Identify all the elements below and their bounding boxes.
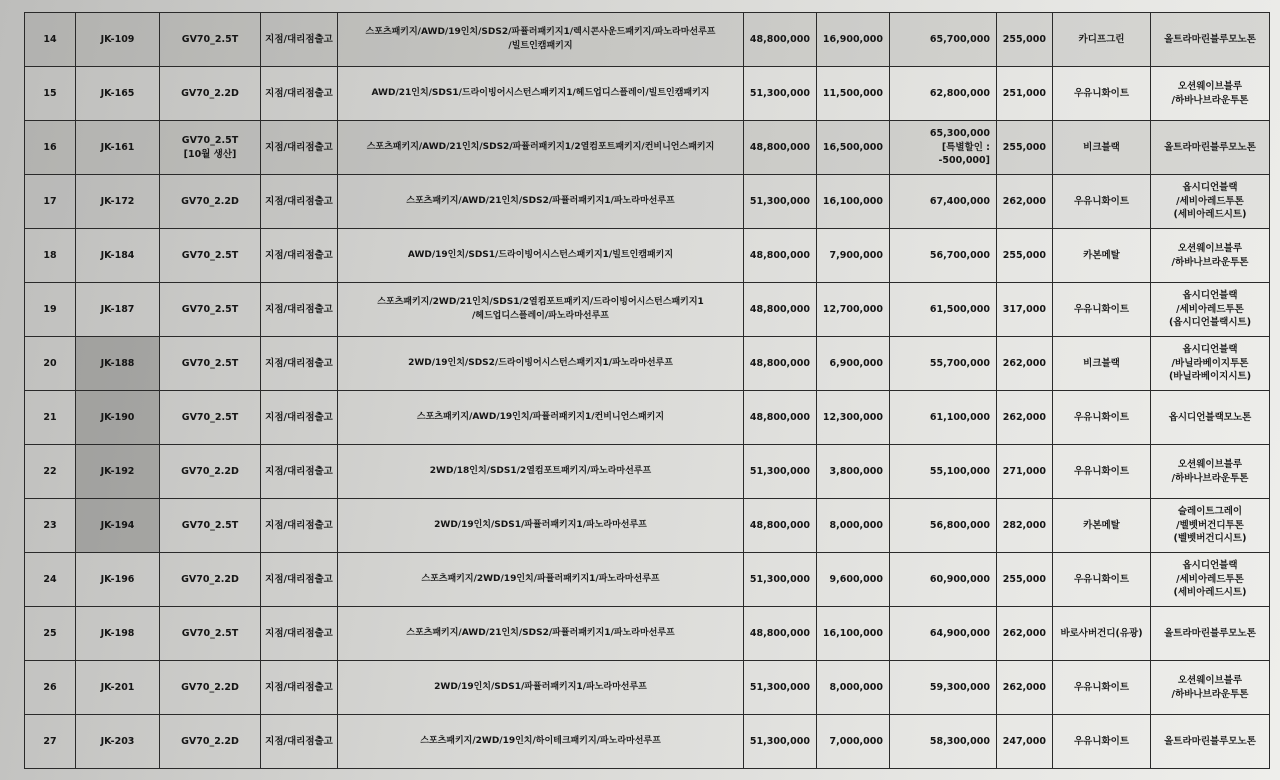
interior-color-line: /바닐라베이지투톤 bbox=[1171, 357, 1249, 369]
delivery-fee-cell: 262,000 bbox=[997, 337, 1053, 391]
exterior-color-cell: 우유니화이트 bbox=[1053, 391, 1151, 445]
interior-color-line: /세비아레드투톤 bbox=[1176, 195, 1244, 207]
model-cell bbox=[160, 175, 261, 229]
model-cell bbox=[160, 499, 261, 553]
model-cell bbox=[160, 607, 261, 661]
total-price-cell bbox=[890, 283, 997, 337]
total-price-line: 65,700,000 bbox=[929, 33, 990, 45]
exterior-color-cell: 우유니화이트 bbox=[1053, 175, 1151, 229]
total-price-cell bbox=[890, 715, 997, 769]
row-number-cell: 22 bbox=[25, 445, 76, 499]
interior-color-line: (세비아레드시트) bbox=[1173, 209, 1247, 221]
delivery-fee-cell: 255,000 bbox=[997, 121, 1053, 175]
interior-color-line: 올트라마린블루모노톤 bbox=[1164, 33, 1256, 45]
interior-color-line: /벨벳버건디투톤 bbox=[1176, 519, 1244, 531]
delivery-location-cell: 지점/대리점출고 bbox=[261, 715, 338, 769]
interior-color-line: 슬레이트그레이 bbox=[1177, 505, 1243, 517]
options-line: /헤드업디스플레이/파노라마선루프 bbox=[472, 310, 609, 321]
table-row bbox=[25, 553, 1270, 607]
vehicle-code-cell: JK-187 bbox=[76, 283, 160, 337]
delivery-fee-cell: 262,000 bbox=[997, 607, 1053, 661]
total-price-line: 64,900,000 bbox=[929, 627, 990, 639]
options-cell bbox=[338, 445, 744, 499]
vehicle-code-cell: JK-190 bbox=[76, 391, 160, 445]
exterior-color-cell: 우유니화이트 bbox=[1053, 67, 1151, 121]
row-number-cell: 25 bbox=[25, 607, 76, 661]
model-cell bbox=[160, 553, 261, 607]
interior-color-cell bbox=[1151, 607, 1270, 661]
options-cell bbox=[338, 715, 744, 769]
options-cell bbox=[338, 13, 744, 67]
interior-color-line: 오션웨이브블루 bbox=[1177, 80, 1243, 92]
interior-color-line: 오션웨이브블루 bbox=[1177, 242, 1243, 254]
model-line: GV70_2.5T bbox=[181, 357, 239, 369]
options-line: 2WD/18인치/SDS1/2열컴포트패키지/파노라마선루프 bbox=[429, 465, 652, 476]
delivery-fee-cell: 262,000 bbox=[997, 175, 1053, 229]
total-price-cell bbox=[890, 445, 997, 499]
delivery-fee-cell: 317,000 bbox=[997, 283, 1053, 337]
options-cell bbox=[338, 553, 744, 607]
options-line: 스포츠패키지/2WD/19인치/하이테크패키지/파노라마선루프 bbox=[420, 735, 661, 746]
table-row bbox=[25, 229, 1270, 283]
option-price-cell: 12,700,000 bbox=[817, 283, 890, 337]
interior-color-line: /하바나브라운투톤 bbox=[1171, 94, 1249, 106]
total-price-cell bbox=[890, 229, 997, 283]
model-line: GV70_2.2D bbox=[181, 681, 239, 693]
base-price-cell: 48,800,000 bbox=[744, 121, 817, 175]
delivery-fee-cell: 282,000 bbox=[997, 499, 1053, 553]
interior-color-line: /하바나브라운투톤 bbox=[1171, 472, 1249, 484]
table-row bbox=[25, 715, 1270, 769]
vehicle-code-cell: JK-161 bbox=[76, 121, 160, 175]
option-price-cell: 9,600,000 bbox=[817, 553, 890, 607]
delivery-fee-cell: 251,000 bbox=[997, 67, 1053, 121]
base-price-cell: 48,800,000 bbox=[744, 283, 817, 337]
options-line: 스포츠패키지/AWD/19인치/SDS2/파퓰러패키지1/렉시콘사운드패키지/파노라마선루프 bbox=[365, 27, 716, 38]
delivery-location-cell: 지점/대리점출고 bbox=[261, 499, 338, 553]
model-cell bbox=[160, 715, 261, 769]
options-cell bbox=[338, 229, 744, 283]
model-line: GV70_2.2D bbox=[181, 87, 239, 99]
options-cell bbox=[338, 607, 744, 661]
vehicle-code-cell: JK-196 bbox=[76, 553, 160, 607]
exterior-color-cell: 우유니화이트 bbox=[1053, 715, 1151, 769]
options-line: 2WD/19인치/SDS2/드라이빙어시스턴스패키지1/파노라마선루프 bbox=[408, 357, 673, 368]
vehicle-code-cell: JK-203 bbox=[76, 715, 160, 769]
base-price-cell: 51,300,000 bbox=[744, 445, 817, 499]
options-line: AWD/21인치/SDS1/드라이빙어시스턴스패키지1/헤드업디스플레이/빌트인캠패키지 bbox=[371, 87, 710, 98]
options-line: 스포츠패키지/AWD/21인치/SDS2/파퓰러패키지1/파노라마선루프 bbox=[406, 195, 675, 206]
model-line: GV70_2.2D bbox=[181, 195, 239, 207]
total-price-cell bbox=[890, 607, 997, 661]
total-price-line: 56,800,000 bbox=[929, 519, 990, 531]
exterior-color-cell: 우유니화이트 bbox=[1053, 283, 1151, 337]
options-cell bbox=[338, 67, 744, 121]
interior-color-line: 오션웨이브블루 bbox=[1177, 674, 1243, 686]
interior-color-cell bbox=[1151, 391, 1270, 445]
delivery-fee-cell: 247,000 bbox=[997, 715, 1053, 769]
options-cell bbox=[338, 391, 744, 445]
row-number-cell: 24 bbox=[25, 553, 76, 607]
interior-color-cell bbox=[1151, 553, 1270, 607]
model-cell bbox=[160, 229, 261, 283]
option-price-cell: 16,100,000 bbox=[817, 607, 890, 661]
model-cell bbox=[160, 121, 261, 175]
model-cell bbox=[160, 67, 261, 121]
total-price-cell bbox=[890, 391, 997, 445]
interior-color-line: /세비아레드투톤 bbox=[1176, 573, 1244, 585]
interior-color-line: (바닐라베이지시트) bbox=[1168, 371, 1252, 383]
total-price-line: 58,300,000 bbox=[929, 735, 990, 747]
option-price-cell: 12,300,000 bbox=[817, 391, 890, 445]
model-cell bbox=[160, 391, 261, 445]
total-price-line: 60,900,000 bbox=[929, 573, 990, 585]
interior-color-cell bbox=[1151, 67, 1270, 121]
vehicle-code-cell: JK-194 bbox=[76, 499, 160, 553]
interior-color-cell bbox=[1151, 499, 1270, 553]
row-number-cell: 15 bbox=[25, 67, 76, 121]
interior-color-line: 올트라마린블루모노톤 bbox=[1164, 735, 1256, 747]
total-price-cell bbox=[890, 121, 997, 175]
row-number-cell: 17 bbox=[25, 175, 76, 229]
model-line: [10월 생산] bbox=[183, 148, 237, 160]
interior-color-line: /하바나브라운투톤 bbox=[1171, 688, 1249, 700]
options-cell bbox=[338, 283, 744, 337]
model-cell bbox=[160, 13, 261, 67]
interior-color-line: 올트라마린블루모노톤 bbox=[1164, 141, 1256, 153]
delivery-fee-cell: 271,000 bbox=[997, 445, 1053, 499]
interior-color-cell bbox=[1151, 175, 1270, 229]
exterior-color-cell: 바로사버건디(유광) bbox=[1053, 607, 1151, 661]
interior-color-line: (옵시디언블랙시트) bbox=[1168, 317, 1252, 329]
option-price-cell: 8,000,000 bbox=[817, 661, 890, 715]
model-line: GV70_2.5T bbox=[181, 134, 239, 146]
exterior-color-cell: 카본메탈 bbox=[1053, 499, 1151, 553]
total-price-cell bbox=[890, 13, 997, 67]
total-price-line: 65,300,000 bbox=[929, 127, 990, 139]
table-row bbox=[25, 337, 1270, 391]
table-row bbox=[25, 661, 1270, 715]
vehicle-code-cell: JK-198 bbox=[76, 607, 160, 661]
vehicle-code-cell: JK-201 bbox=[76, 661, 160, 715]
row-number-cell: 23 bbox=[25, 499, 76, 553]
table-row bbox=[25, 175, 1270, 229]
table-row bbox=[25, 13, 1270, 67]
model-line: GV70_2.2D bbox=[181, 735, 239, 747]
delivery-location-cell: 지점/대리점출고 bbox=[261, 229, 338, 283]
delivery-fee-cell: 255,000 bbox=[997, 229, 1053, 283]
vehicle-code-cell: JK-192 bbox=[76, 445, 160, 499]
options-line: 스포츠패키지/2WD/19인치/파퓰러패키지1/파노라마선루프 bbox=[421, 573, 660, 584]
model-cell bbox=[160, 283, 261, 337]
delivery-location-cell: 지점/대리점출고 bbox=[261, 121, 338, 175]
options-line: 스포츠패키지/AWD/21인치/SDS2/파퓰러패키지1/파노라마선루프 bbox=[406, 627, 675, 638]
options-line: AWD/19인치/SDS1/드라이빙어시스턴스패키지1/빌트인캠패키지 bbox=[407, 249, 674, 260]
delivery-location-cell: 지점/대리점출고 bbox=[261, 391, 338, 445]
exterior-color-cell: 우유니화이트 bbox=[1053, 445, 1151, 499]
base-price-cell: 51,300,000 bbox=[744, 661, 817, 715]
table-body bbox=[25, 13, 1270, 769]
interior-color-line: 옵시디언블랙 bbox=[1182, 289, 1238, 301]
interior-color-cell bbox=[1151, 283, 1270, 337]
exterior-color-cell: 비크블랙 bbox=[1053, 121, 1151, 175]
row-number-cell: 27 bbox=[25, 715, 76, 769]
interior-color-cell bbox=[1151, 13, 1270, 67]
base-price-cell: 48,800,000 bbox=[744, 13, 817, 67]
model-cell bbox=[160, 661, 261, 715]
total-price-line: 67,400,000 bbox=[929, 195, 990, 207]
interior-color-line: (세비아레드시트) bbox=[1173, 587, 1247, 599]
interior-color-cell bbox=[1151, 121, 1270, 175]
delivery-fee-cell: 255,000 bbox=[997, 13, 1053, 67]
exterior-color-cell: 카디프그린 bbox=[1053, 13, 1151, 67]
row-number-cell: 18 bbox=[25, 229, 76, 283]
delivery-fee-cell: 255,000 bbox=[997, 553, 1053, 607]
options-cell bbox=[338, 121, 744, 175]
option-price-cell: 7,900,000 bbox=[817, 229, 890, 283]
options-line: 스포츠패키지/AWD/21인치/SDS2/파퓰러패키지1/2열컴포트패키지/컨비니언스패키지 bbox=[366, 141, 715, 152]
interior-color-line: /하바나브라운투톤 bbox=[1171, 256, 1249, 268]
total-price-line: 56,700,000 bbox=[929, 249, 990, 261]
row-number-cell: 20 bbox=[25, 337, 76, 391]
delivery-location-cell: 지점/대리점출고 bbox=[261, 553, 338, 607]
total-price-line: 62,800,000 bbox=[929, 87, 990, 99]
options-line: 스포츠패키지/2WD/21인치/SDS1/2열컴포트패키지/드라이빙어시스턴스패키지1 bbox=[377, 297, 704, 308]
exterior-color-cell: 우유니화이트 bbox=[1053, 661, 1151, 715]
option-price-cell: 16,500,000 bbox=[817, 121, 890, 175]
table-row bbox=[25, 445, 1270, 499]
option-price-cell: 3,800,000 bbox=[817, 445, 890, 499]
delivery-location-cell: 지점/대리점출고 bbox=[261, 283, 338, 337]
interior-color-cell bbox=[1151, 337, 1270, 391]
base-price-cell: 48,800,000 bbox=[744, 229, 817, 283]
vehicle-code-cell: JK-188 bbox=[76, 337, 160, 391]
options-cell bbox=[338, 175, 744, 229]
delivery-location-cell: 지점/대리점출고 bbox=[261, 661, 338, 715]
exterior-color-cell: 비크블랙 bbox=[1053, 337, 1151, 391]
delivery-location-cell: 지점/대리점출고 bbox=[261, 67, 338, 121]
model-line: GV70_2.2D bbox=[181, 465, 239, 477]
total-price-cell bbox=[890, 661, 997, 715]
interior-color-line: 옵시디언블랙 bbox=[1182, 343, 1238, 355]
interior-color-line: 오션웨이브블루 bbox=[1177, 458, 1243, 470]
options-cell bbox=[338, 499, 744, 553]
interior-color-cell bbox=[1151, 715, 1270, 769]
model-cell bbox=[160, 337, 261, 391]
model-line: GV70_2.2D bbox=[181, 573, 239, 585]
table-row bbox=[25, 67, 1270, 121]
interior-color-cell bbox=[1151, 661, 1270, 715]
base-price-cell: 51,300,000 bbox=[744, 553, 817, 607]
table-row bbox=[25, 283, 1270, 337]
delivery-location-cell: 지점/대리점출고 bbox=[261, 13, 338, 67]
table-row bbox=[25, 121, 1270, 175]
vehicle-code-cell: JK-184 bbox=[76, 229, 160, 283]
options-line: 2WD/19인치/SDS1/파퓰러패키지1/파노라마선루프 bbox=[434, 681, 647, 692]
model-line: GV70_2.5T bbox=[181, 411, 239, 423]
delivery-location-cell: 지점/대리점출고 bbox=[261, 175, 338, 229]
total-price-line: 55,700,000 bbox=[929, 357, 990, 369]
row-number-cell: 16 bbox=[25, 121, 76, 175]
delivery-location-cell: 지점/대리점출고 bbox=[261, 445, 338, 499]
base-price-cell: 48,800,000 bbox=[744, 391, 817, 445]
total-price-cell bbox=[890, 175, 997, 229]
inventory-table bbox=[24, 12, 1270, 769]
row-number-cell: 14 bbox=[25, 13, 76, 67]
model-line: GV70_2.5T bbox=[181, 519, 239, 531]
total-price-cell bbox=[890, 337, 997, 391]
total-price-line: [특별할인 : -500,000] bbox=[938, 141, 990, 167]
option-price-cell: 8,000,000 bbox=[817, 499, 890, 553]
option-price-cell: 16,900,000 bbox=[817, 13, 890, 67]
model-line: GV70_2.5T bbox=[181, 249, 239, 261]
table-row bbox=[25, 391, 1270, 445]
table-row bbox=[25, 607, 1270, 661]
total-price-cell bbox=[890, 499, 997, 553]
model-cell bbox=[160, 445, 261, 499]
delivery-location-cell: 지점/대리점출고 bbox=[261, 337, 338, 391]
interior-color-line: 옵시디언블랙 bbox=[1182, 181, 1238, 193]
base-price-cell: 51,300,000 bbox=[744, 715, 817, 769]
total-price-line: 61,500,000 bbox=[929, 303, 990, 315]
exterior-color-cell: 우유니화이트 bbox=[1053, 553, 1151, 607]
vehicle-code-cell: JK-165 bbox=[76, 67, 160, 121]
option-price-cell: 6,900,000 bbox=[817, 337, 890, 391]
table-row bbox=[25, 499, 1270, 553]
delivery-fee-cell: 262,000 bbox=[997, 661, 1053, 715]
interior-color-line: 올트라마린블루모노톤 bbox=[1164, 627, 1256, 639]
row-number-cell: 26 bbox=[25, 661, 76, 715]
row-number-cell: 19 bbox=[25, 283, 76, 337]
options-line: 스포츠패키지/AWD/19인치/파퓰러패키지1/컨비니언스패키지 bbox=[416, 411, 665, 422]
option-price-cell: 7,000,000 bbox=[817, 715, 890, 769]
delivery-fee-cell: 262,000 bbox=[997, 391, 1053, 445]
options-line: /빌트인캠패키지 bbox=[508, 40, 573, 51]
model-line: GV70_2.5T bbox=[181, 627, 239, 639]
total-price-line: 55,100,000 bbox=[929, 465, 990, 477]
base-price-cell: 51,300,000 bbox=[744, 175, 817, 229]
model-line: GV70_2.5T bbox=[181, 303, 239, 315]
total-price-line: 61,100,000 bbox=[929, 411, 990, 423]
option-price-cell: 16,100,000 bbox=[817, 175, 890, 229]
base-price-cell: 48,800,000 bbox=[744, 337, 817, 391]
option-price-cell: 11,500,000 bbox=[817, 67, 890, 121]
interior-color-cell bbox=[1151, 229, 1270, 283]
interior-color-cell bbox=[1151, 445, 1270, 499]
options-cell bbox=[338, 337, 744, 391]
row-number-cell: 21 bbox=[25, 391, 76, 445]
total-price-line: 59,300,000 bbox=[929, 681, 990, 693]
vehicle-code-cell: JK-172 bbox=[76, 175, 160, 229]
total-price-cell bbox=[890, 553, 997, 607]
delivery-location-cell: 지점/대리점출고 bbox=[261, 607, 338, 661]
vehicle-code-cell: JK-109 bbox=[76, 13, 160, 67]
exterior-color-cell: 카본메탈 bbox=[1053, 229, 1151, 283]
interior-color-line: (벨벳버건디시트) bbox=[1173, 533, 1247, 545]
total-price-cell bbox=[890, 67, 997, 121]
base-price-cell: 48,800,000 bbox=[744, 607, 817, 661]
base-price-cell: 48,800,000 bbox=[744, 499, 817, 553]
interior-color-line: 옵시디언블랙 bbox=[1182, 559, 1238, 571]
model-line: GV70_2.5T bbox=[181, 33, 239, 45]
options-line: 2WD/19인치/SDS1/파퓰러패키지1/파노라마선루프 bbox=[434, 519, 647, 530]
options-cell bbox=[338, 661, 744, 715]
interior-color-line: 옵시디언블랙모노톤 bbox=[1168, 411, 1252, 423]
interior-color-line: /세비아레드투톤 bbox=[1176, 303, 1244, 315]
base-price-cell: 51,300,000 bbox=[744, 67, 817, 121]
